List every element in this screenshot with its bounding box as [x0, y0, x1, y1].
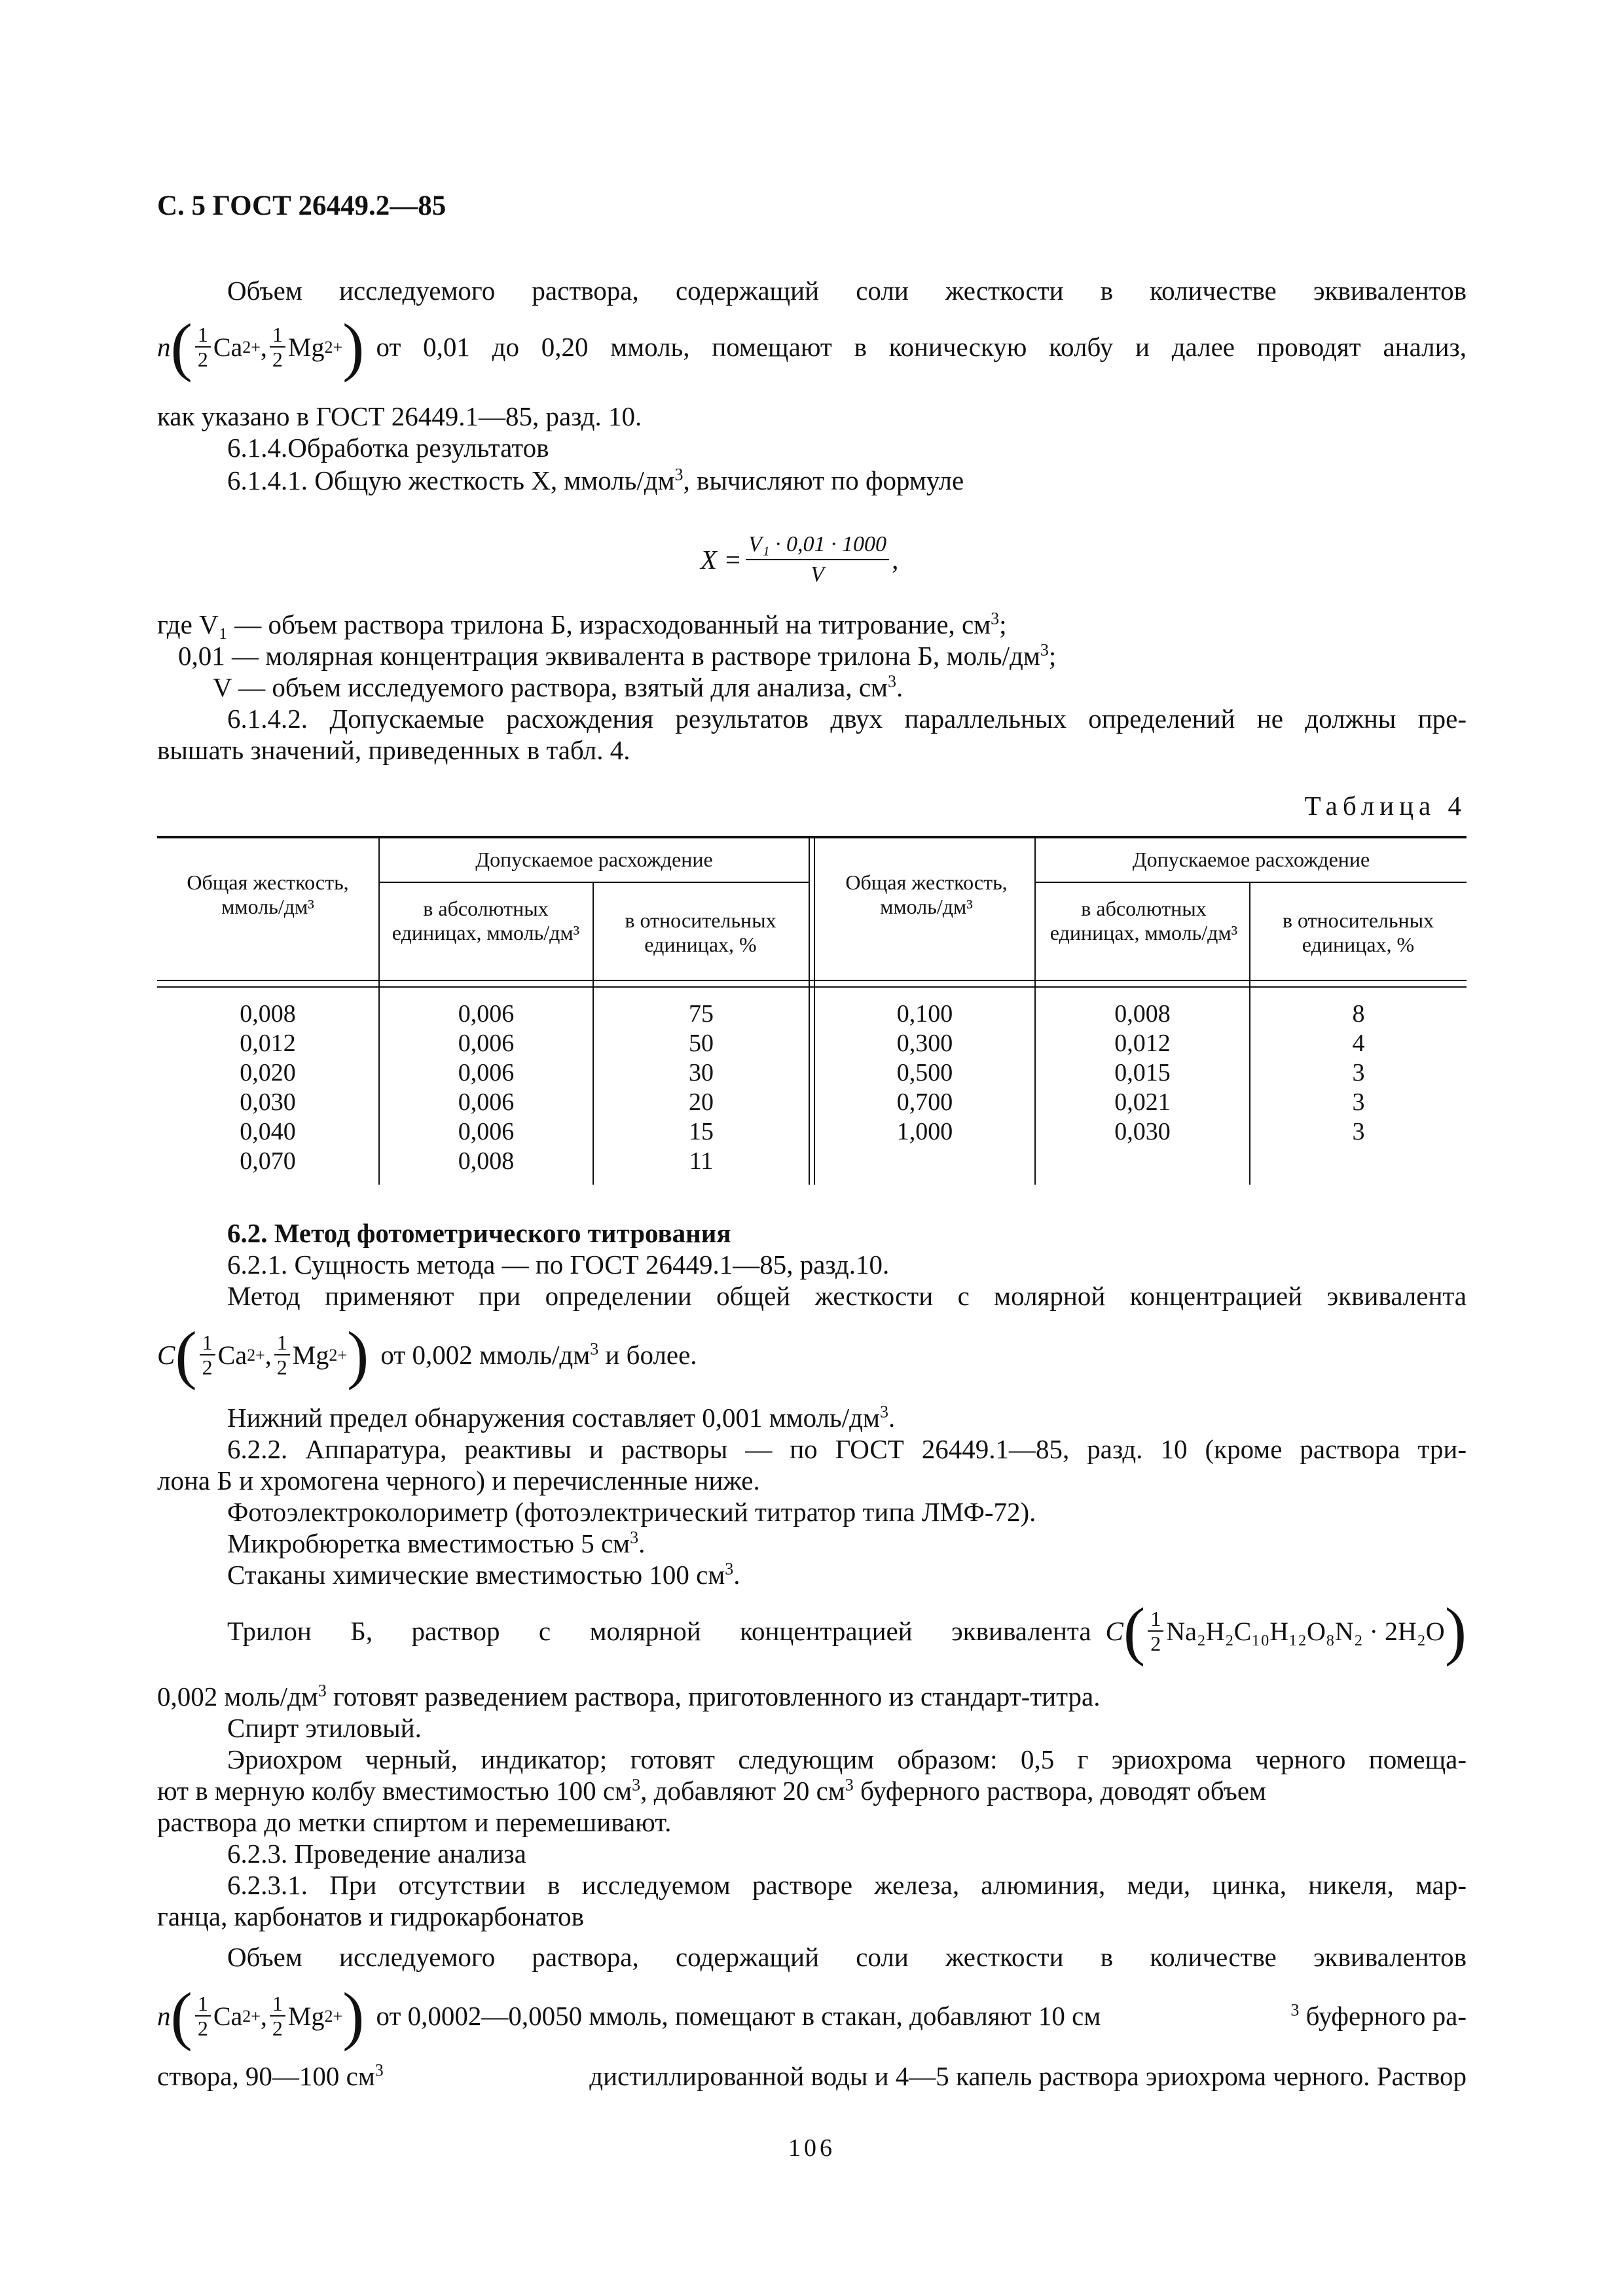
para-volume-line1: Объем исследуемого раствора, содержащий соли жесткости в количестве эквивалентов	[227, 276, 1467, 306]
c-variable: C	[1105, 1615, 1123, 1646]
th-allowed-left: Допускаемое расхождение	[475, 848, 713, 871]
page-header: С. 5 ГОСТ 26449.2—85	[157, 190, 447, 221]
section-6-2-2-line1: 6.2.2. Аппаратура, реактивы и растворы — по ГОСТ 26449.1—85, разд. 10 (кроме раствора три-	[227, 1434, 1467, 1464]
comma: ,	[264, 1340, 272, 1370]
ion-ca: Ca	[213, 2001, 243, 2031]
def-concentration: 0,01 — молярная концентрация эквивалента в растворе трилона Б, моль/$дм^3$;	[178, 640, 1057, 671]
fraction-half-ca: $\frac{1}{2}$	[195, 323, 211, 371]
th-general-left: Общая жесткость, ммоль/дм³	[187, 870, 349, 918]
table-cell: 30	[689, 1059, 714, 1086]
table-cell: 0,008	[240, 1000, 296, 1028]
ion-ca: Ca	[213, 332, 243, 362]
formula-tail: ,	[892, 545, 899, 575]
table-cell: 3	[1352, 1059, 1365, 1086]
left-paren: (	[170, 1979, 192, 2052]
section-6-2-title: 6.2. Метод фотометрического титрования	[227, 1218, 731, 1248]
formula-x	[701, 524, 898, 596]
fraction-half-mg: $\frac{1}{2}$	[270, 1992, 285, 2040]
table-cell: 0,006	[458, 1059, 515, 1086]
fraction-half-ca: $\frac{1}{2}$	[195, 1992, 211, 2040]
last-line: створа, 90—100 $см^3$ дистиллированной воды и 4—5 капель раствора эриохрома черного. Раствор	[157, 2060, 1467, 2091]
n-variable: n	[157, 2000, 171, 2031]
fraction-half-ca: $\frac{1}{2}$	[200, 1331, 215, 1379]
ion-ca-charge: 2+	[242, 2006, 261, 2026]
table-cell: 3	[1352, 1088, 1365, 1116]
table-cell: 50	[689, 1030, 714, 1057]
section-6-2-3-1-line2: ганца, карбонатов и гидрокарбонатов	[157, 1901, 584, 1931]
table-cell: 0,012	[240, 1030, 296, 1057]
ion-ca-charge: 2+	[247, 1345, 265, 1365]
trilon-formula: Na₂H₂C₁₀H₁₂O₈N₂ · 2H₂O	[1166, 1616, 1445, 1646]
table-cell: 0,006	[458, 1118, 515, 1145]
section-6-1-4-2-line2: вышать значений, приведенных в табл. 4.	[157, 735, 630, 765]
page-number: 106	[788, 2134, 835, 2162]
table-cell: 11	[689, 1147, 714, 1175]
table-cell: 0,015	[1114, 1059, 1171, 1086]
para-volume-line2-text: от 0,01 до 0,20 ммоль, помещают в коническую колбу и далее проводят анализ,	[376, 331, 1467, 362]
th-abs-left: в абсолютных единицах, ммоль/дм³	[392, 897, 580, 944]
concentration-line	[157, 1318, 697, 1391]
table-cell: 0,030	[240, 1088, 296, 1116]
microburette: Микробюретка вместимостью 5 $см^3$.	[227, 1528, 646, 1558]
table-cell: 0,070	[240, 1147, 296, 1175]
th-general-right: Общая жесткость, ммоль/дм³	[845, 870, 1008, 918]
ion-ca: Ca	[217, 1340, 247, 1370]
formula-denominator: V	[811, 562, 824, 586]
table-cell: 0,500	[896, 1059, 953, 1086]
right-paren: )	[342, 1979, 365, 2052]
section-6-2-3: 6.2.3. Проведение анализа	[227, 1839, 526, 1869]
table-cell: 0,020	[240, 1059, 296, 1086]
volume-line: Объем исследуемого раствора, содержащий соли жесткости в количестве эквивалентов	[227, 1942, 1467, 1972]
table-cell: 0,021	[1114, 1088, 1171, 1116]
table-caption: Таблица 4	[1304, 791, 1467, 821]
table-cell: 0,700	[896, 1088, 953, 1116]
right-paren: )	[342, 310, 365, 383]
table-vline-3a	[809, 837, 810, 1185]
table-cell: 3	[1352, 1118, 1365, 1145]
beakers: Стаканы химические вместимостью 100 $см^3$.	[227, 1559, 740, 1590]
formula-fraction	[746, 530, 889, 589]
table-cell: 4	[1352, 1030, 1365, 1057]
trilon-text: Трилон Б, раствор с молярной концентрацией эквивалента	[227, 1615, 1091, 1646]
th-rel-left: в относительных единицах, %	[625, 908, 776, 956]
method-line: Метод применяют при определении общей жесткости с молярной концентрацией эквивалента	[227, 1281, 1467, 1311]
table-cell: 15	[689, 1118, 714, 1145]
right-paren: )	[347, 1318, 369, 1391]
table-cell: 0,100	[896, 1000, 953, 1028]
def-v: V — объем исследуемого раствора, взятый для анализа, $см^3$.	[213, 672, 903, 702]
left-paren: (	[175, 1318, 197, 1391]
table-cell: 1,000	[896, 1118, 953, 1145]
ion-mg: Mg	[287, 2001, 325, 2031]
eriochrome-line2: ют в мерную колбу вместимостью 100 $см^3$, добавляют 20 $см^3$ буферного раствора, доводят объем	[157, 1775, 1266, 1806]
table-header-rule-a	[157, 980, 1467, 981]
table-left-subheader-rule	[378, 882, 810, 883]
section-6-1-4-2-line1: 6.1.4.2. Допускаемые расхождения результатов двух параллельных определений не должны пре-	[227, 704, 1467, 734]
photocolorimeter: Фотоэлектроколориметр (фотоэлектрический титратор типа ЛМФ-72).	[227, 1497, 1036, 1527]
table-cell: 0,008	[1114, 1000, 1171, 1028]
section-6-2-1: 6.2.1. Сущность метода — по ГОСТ 26449.1—85, разд.10.	[227, 1249, 890, 1280]
comma: ,	[260, 332, 267, 362]
table-cell: 20	[689, 1088, 714, 1116]
ion-mg: Mg	[292, 1340, 329, 1370]
amount-line	[157, 1979, 1467, 2052]
para-volume-line2	[157, 310, 1467, 383]
ion-mg-charge: 2+	[324, 337, 343, 357]
th-allowed-right: Допускаемое расхождение	[1132, 848, 1370, 871]
table-cell: 0,008	[458, 1147, 515, 1175]
table-cell: 75	[689, 1000, 714, 1028]
table-cell: 0,006	[458, 1000, 515, 1028]
table-right-subheader-rule	[1036, 882, 1467, 883]
trilon-line2: 0,002 моль/$дм^3$ готовят разведением раствора, приготовленного из стандарт-титра.	[157, 1681, 1101, 1712]
ion-ca-charge: 2+	[242, 337, 261, 357]
table-top-rule	[157, 836, 1467, 838]
left-paren: (	[170, 310, 192, 383]
table-cell: 8	[1352, 1000, 1365, 1028]
table-cell: 0,012	[1114, 1030, 1171, 1057]
right-paren: )	[1444, 1594, 1467, 1667]
concentration-text: от 0,002 ммоль/$дм^3$ и более.	[380, 1338, 697, 1370]
fraction-half-trilon: $\frac{1}{2}$	[1148, 1607, 1163, 1655]
para-volume-line3: как указано в ГОСТ 26449.1—85, разд. 10.	[157, 401, 642, 431]
table-cell: 0,040	[240, 1118, 296, 1145]
section-6-2-3-1-line1: 6.2.3.1. При отсутствии в исследуемом растворе железа, алюминия, меди, цинка, никеля, мар-	[227, 1870, 1467, 1900]
detection-limit: Нижний предел обнаружения составляет 0,001 ммоль/$дм^3$.	[227, 1402, 896, 1433]
formula-numerator: V₁ · 0,01 · 1000	[746, 530, 889, 560]
fraction-half-mg: $\frac{1}{2}$	[270, 323, 285, 371]
n-variable: n	[157, 331, 171, 362]
ethyl-alcohol: Спирт этиловый.	[227, 1713, 422, 1743]
def-v1: где V₁ — объем раствора трилона Б, израсходованный на титрование, $см^3$;	[157, 609, 1007, 639]
amount-text: от 0,0002—0,0050 ммоль, помещают в стакан, добавляют 10 см $^3$ буферного ра-	[376, 2000, 1467, 2031]
table-cell: 0,300	[896, 1030, 953, 1057]
comma: ,	[260, 2001, 267, 2031]
formula-lhs: X =	[701, 545, 742, 575]
c-variable: C	[157, 1339, 175, 1370]
ion-mg-charge: 2+	[329, 1345, 348, 1365]
table-cell: 0,006	[458, 1030, 515, 1057]
table-cell: 0,030	[1114, 1118, 1171, 1145]
section-6-1-4-1: 6.1.4.1. Общую жесткость X, ммоль/$дм^3$, вычисляют по формуле	[227, 465, 964, 495]
trilon-line	[227, 1594, 1467, 1667]
eriochrome-line1: Эриохром черный, индикатор; готовят следующим образом: 0,5 г эриохрома черного помеща-	[227, 1744, 1467, 1774]
table-cell: 0,006	[458, 1088, 515, 1116]
section-6-2-2-line2: лона Б и хромогена черного) и перечисленные ниже.	[157, 1465, 760, 1496]
left-paren: (	[1123, 1594, 1146, 1667]
ion-mg: Mg	[287, 332, 325, 362]
fraction-half-mg: $\frac{1}{2}$	[274, 1331, 290, 1379]
eriochrome-line3: раствора до метки спиртом и перемешивают.	[157, 1807, 672, 1837]
ion-mg-charge: 2+	[324, 2006, 343, 2026]
th-rel-right: в относительных единицах, %	[1282, 908, 1434, 956]
th-abs-right: в абсолютных единицах, ммоль/дм³	[1049, 897, 1238, 944]
table-header-rule-b	[157, 986, 1467, 988]
section-6-1-4: 6.1.4.Обработка результатов	[227, 433, 549, 463]
